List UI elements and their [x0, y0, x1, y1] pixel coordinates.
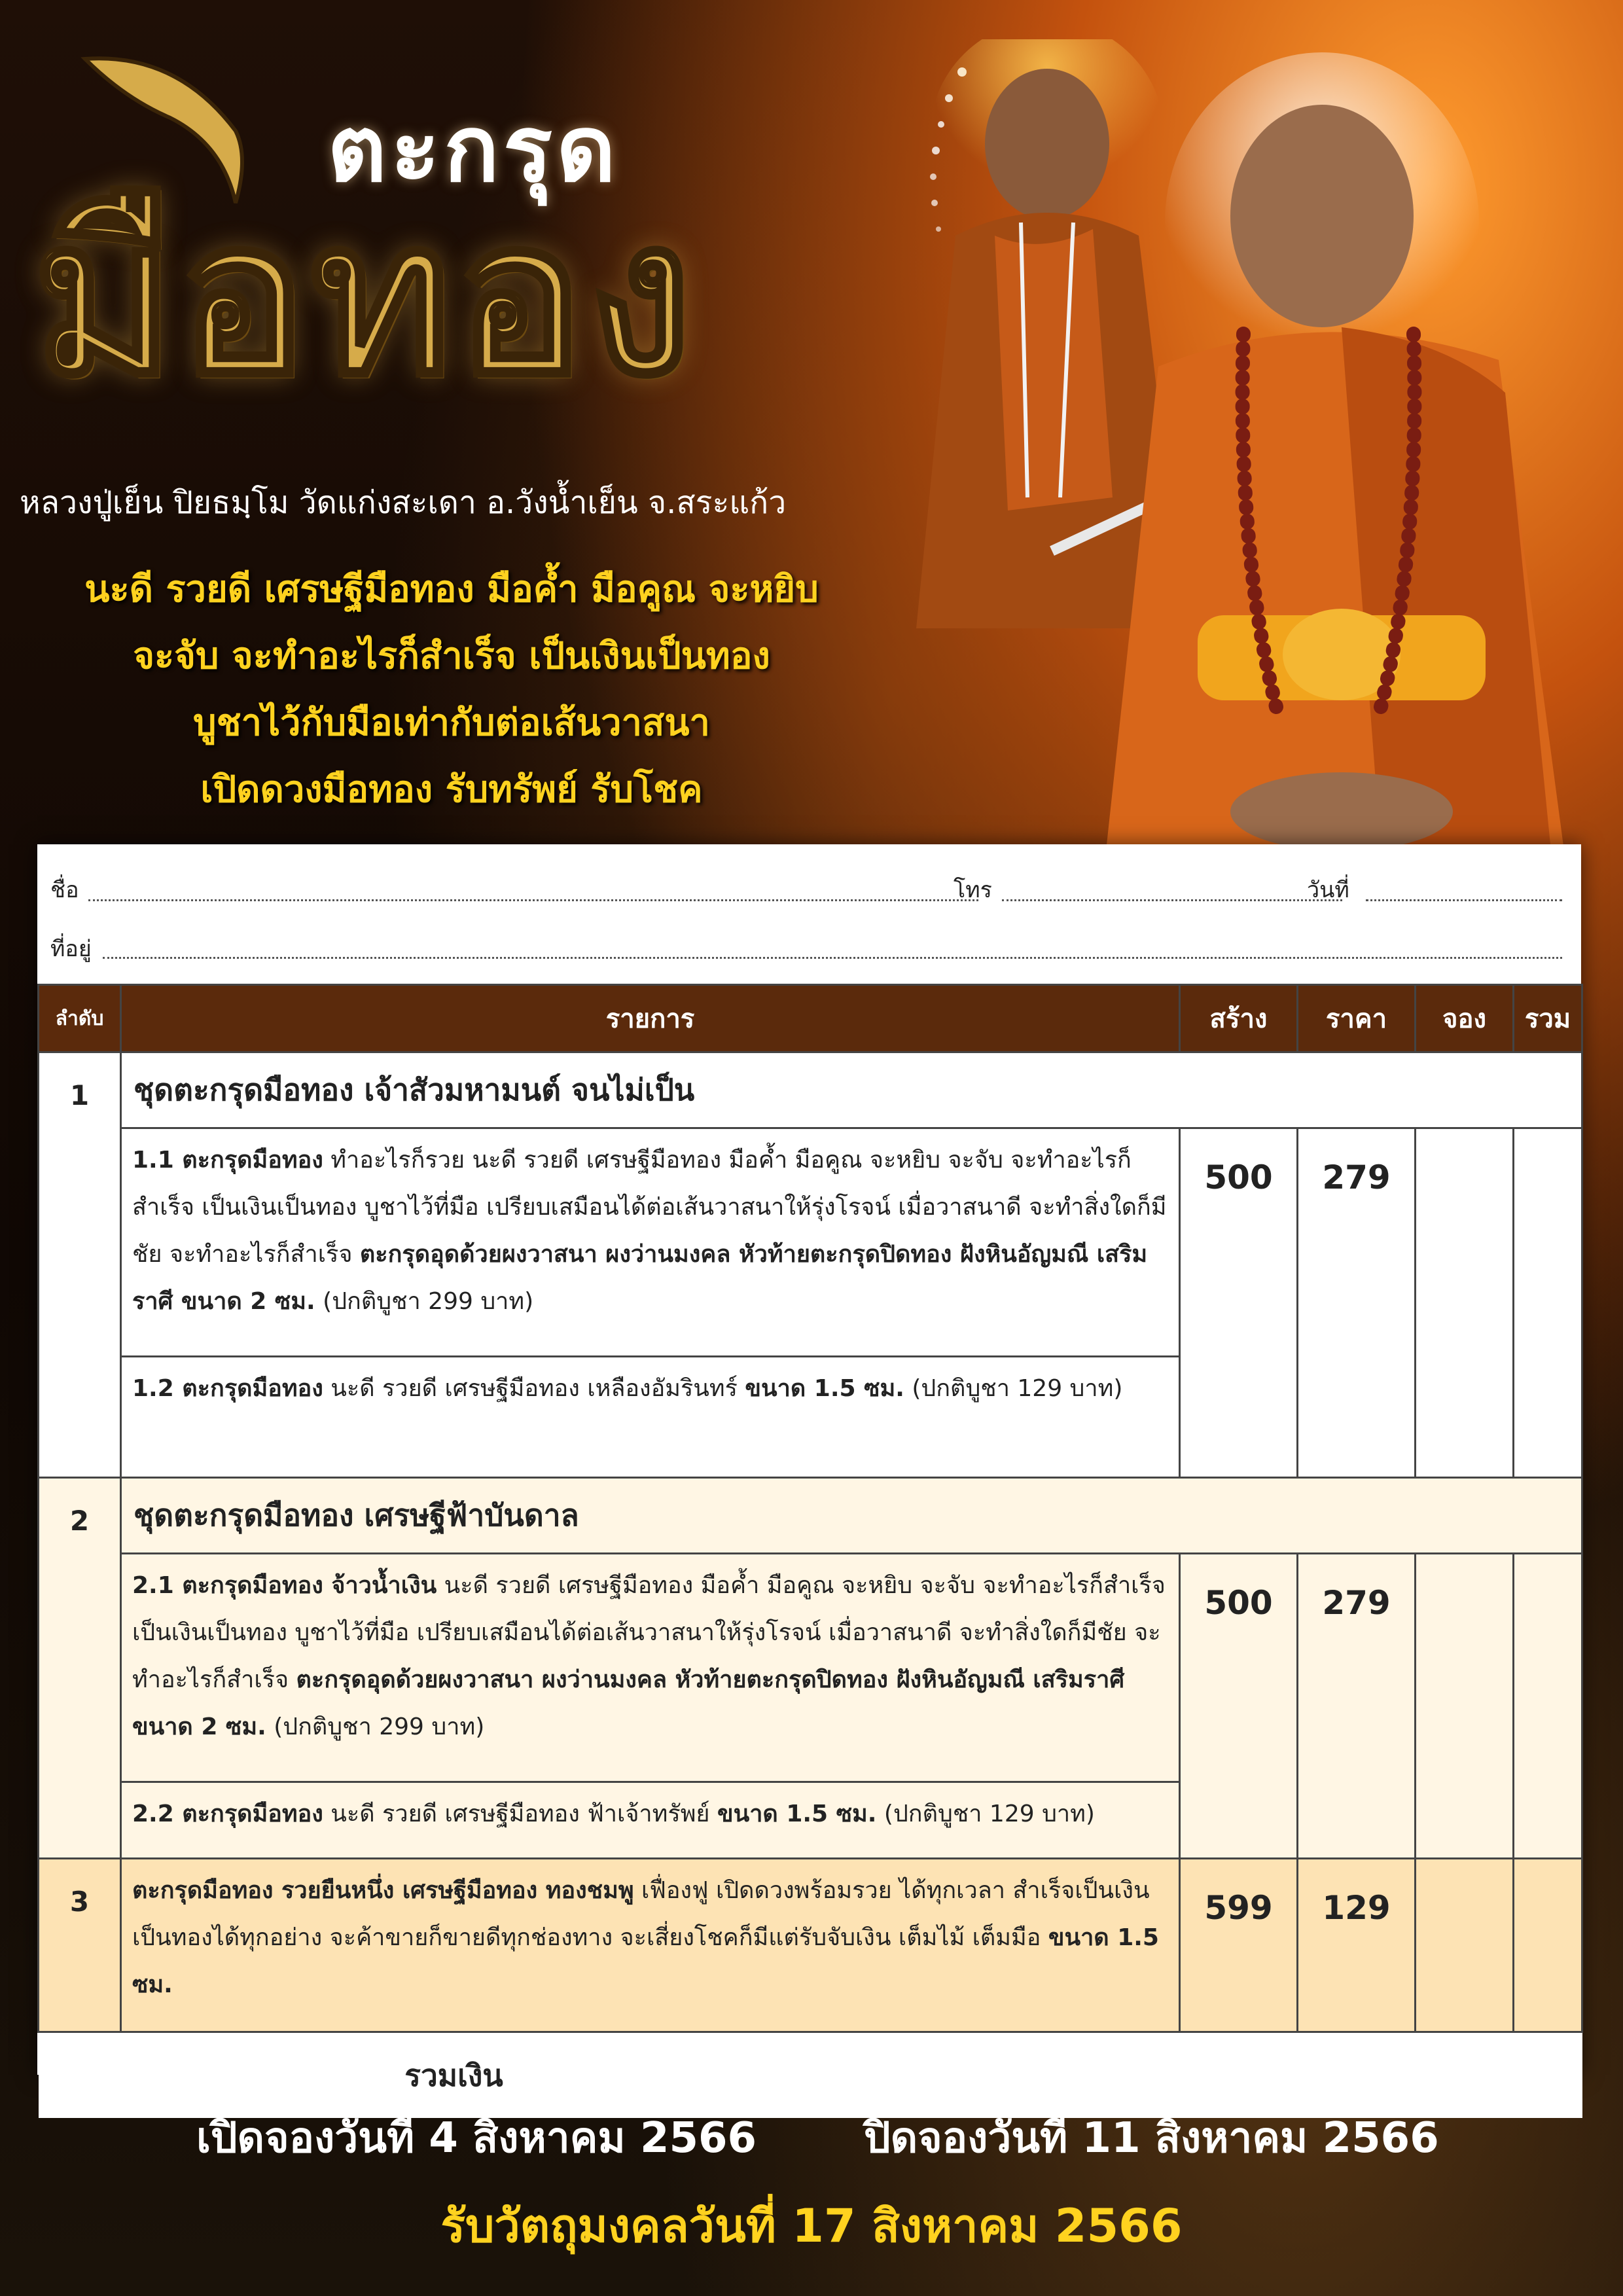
row-number: 1	[39, 1052, 121, 1478]
phone-label: โทร	[954, 877, 992, 903]
blessings-block	[20, 556, 883, 823]
total-cell[interactable]	[1514, 1128, 1582, 1478]
monk-portrait-image	[1106, 52, 1616, 851]
date-label: วันที่	[1307, 877, 1349, 903]
table-row	[39, 1859, 1582, 2032]
name-label: ชื่อ	[50, 877, 79, 903]
item-bold: ขนาด 1.5 ซม.	[717, 1801, 877, 1827]
build-value: 500	[1180, 1128, 1298, 1478]
col-reserve-header: จอง	[1416, 985, 1514, 1052]
item-tail: (ปกติบูชา 299 บาท)	[315, 1288, 534, 1315]
item-description	[121, 1782, 1180, 1859]
reserve-cell[interactable]	[1416, 1554, 1514, 1859]
build-value: 599	[1180, 1859, 1298, 2032]
build-value: 500	[1180, 1554, 1298, 1859]
row-number: 2	[39, 1478, 121, 1859]
item-tail: (ปกติบูชา 299 บาท)	[266, 1713, 485, 1740]
item-text: นะดี รวยดี เศรษฐีมือทอง ฟ้าเจ้าทรัพย์	[323, 1801, 717, 1827]
item-lead: ตะกรุดมือทอง รวยยืนหนึ่ง เศรษฐีมือทอง ทองชมพู	[132, 1877, 634, 1904]
table-row	[39, 1052, 1582, 1128]
col-total-header: รวม	[1514, 985, 1582, 1052]
item-bold: ขนาด 1.5 ซม.	[745, 1375, 904, 1402]
row-number: 3	[39, 1859, 121, 2032]
total-cell[interactable]	[1514, 1554, 1582, 1859]
table-row	[39, 1554, 1582, 1782]
blessing-line-1: นะดี รวยดี เศรษฐีมือทอง มือค้ำ มือคูณ จะหยิบ	[84, 568, 819, 611]
item-bold: ขนาด 1.5 ซม.	[132, 1924, 1159, 1998]
col-price-header: ราคา	[1298, 985, 1416, 1052]
subtitle: หลวงปู่เย็น ปิยธมฺโม วัดแก่งสะเดา อ.วังน้ำเย็น จ.สระแก้ว	[20, 484, 787, 521]
item-text: เฟื่องฟู เปิดดวงพร้อมรวย ได้ทุกเวลา สำเร็จเป็นเงินเป็นทองได้ทุกอย่าง จะค้าขายก็ขายดีทุกช่องทาง จะเสี่ยงโชคก็มีแต่รับจับเงิน เต็มไม้ เต็มมือ	[132, 1877, 1150, 1951]
open-date: เปิดจองวันที่ 4 สิงหาคม 2566	[196, 2114, 757, 2162]
item-lead: 2.2 ตะกรุดมือทอง	[132, 1801, 323, 1827]
col-seq-header: ลำดับ	[39, 985, 121, 1052]
price-value: 279	[1298, 1554, 1416, 1859]
table-header-row	[39, 985, 1582, 1052]
reserve-cell[interactable]	[1416, 1128, 1514, 1478]
item-lead: 2.1 ตะกรุดมือทอง จ้าวน้ำเงิน	[132, 1572, 437, 1599]
group-title: ชุดตะกรุดมือทอง เจ้าสัวมหามนต์ จนไม่เป็น	[121, 1052, 1582, 1128]
blessing-line-3: บูชาไว้กับมือเท่ากับต่อเส้นวาสนา	[193, 702, 710, 744]
group-title: ชุดตะกรุดมือทอง เศรษฐีฟ้าบันดาล	[121, 1478, 1582, 1554]
item-bold: ตะกรุดอุดด้วยผงวาสนา ผงว่านมงคล หัวท้ายตะกรุดปิดทอง ฝังหินอัญมณี เสริมราศี ขนาด 2 ซม.	[132, 1666, 1125, 1740]
table-row	[39, 1128, 1582, 1357]
item-text: นะดี รวยดี เศรษฐีมือทอง มือค้ำ มือคูณ จะหยิบ จะจับ จะทำอะไรก็สำเร็จ เป็นเงินเป็นทอง บูชาไว้ที่มือ เปรียบเสมือนได้ต่อเส้นวาสนาให้รุ่งโรจน์ เมื่อวาสนาดี จะทำสิ่งใดก็มีชัย จะทำอะไรก็สำเร็จ	[132, 1572, 1166, 1693]
item-description	[121, 1859, 1180, 2032]
item-tail: (ปกติบูชา 129 บาท)	[876, 1801, 1095, 1827]
item-text: ทำอะไรก็รวย นะดี รวยดี เศรษฐีมือทอง มือค้ำ มือคูณ จะหยิบ จะจับ จะทำอะไรก็สำเร็จ เป็นเงินเป็นทอง บูชาไว้ที่มือ เปรียบเสมือนได้ต่อเส้นวาสนาให้รุ่งโรจน์ เมื่อวาสนาดี จะทำสิ่งใดก็มีชัย จะทำอะไรก็สำเร็จ	[132, 1147, 1167, 1268]
item-description	[121, 1357, 1180, 1478]
price-value: 279	[1298, 1128, 1416, 1478]
order-form	[37, 844, 1581, 2093]
price-value: 129	[1298, 1859, 1416, 2032]
sum-label: รวมเงิน	[404, 2057, 503, 2093]
address-field[interactable]	[103, 957, 1562, 959]
col-build-header: สร้าง	[1180, 985, 1298, 1052]
item-lead: 1.1 ตะกรุดมือทอง	[132, 1147, 323, 1174]
item-description	[121, 1554, 1180, 1782]
close-date: ปิดจองวันที่ 11 สิงหาคม 2566	[864, 2114, 1439, 2162]
table-row	[39, 1478, 1582, 1554]
phone-field[interactable]	[1002, 899, 1342, 901]
title-small: ตะกรุด	[327, 96, 620, 203]
receive-date: รับวัตถุมงคลวันที่ 17 สิงหาคม 2566	[440, 2199, 1183, 2253]
total-cell[interactable]	[1514, 1859, 1582, 2032]
blessing-line-4: เปิดดวงมือทอง รับทรัพย์ รับโชค	[200, 768, 703, 811]
name-field[interactable]	[88, 899, 978, 901]
item-bold: ตะกรุดอุดด้วยผงวาสนา ผงว่านมงคล หัวท้ายตะกรุดปิดทอง ฝังหินอัญมณี เสริมราศี ขนาด 2 ซม.	[132, 1241, 1148, 1315]
title-big: มือทอง	[33, 172, 696, 423]
date-field[interactable]	[1366, 899, 1562, 901]
item-lead: 1.2 ตะกรุดมือทอง	[132, 1375, 323, 1402]
col-item-header: รายการ	[121, 985, 1180, 1052]
reserve-cell[interactable]	[1416, 1859, 1514, 2032]
item-tail: (ปกติบูชา 129 บาท)	[904, 1375, 1123, 1402]
item-description	[121, 1128, 1180, 1357]
item-text: นะดี รวยดี เศรษฐีมือทอง เหลืองอัมรินทร์	[323, 1375, 745, 1402]
order-table	[37, 984, 1583, 2118]
address-label: ที่อยู่	[50, 936, 92, 962]
blessing-line-2: จะจับ จะทำอะไรก็สำเร็จ เป็นเงินเป็นทอง	[133, 635, 770, 677]
